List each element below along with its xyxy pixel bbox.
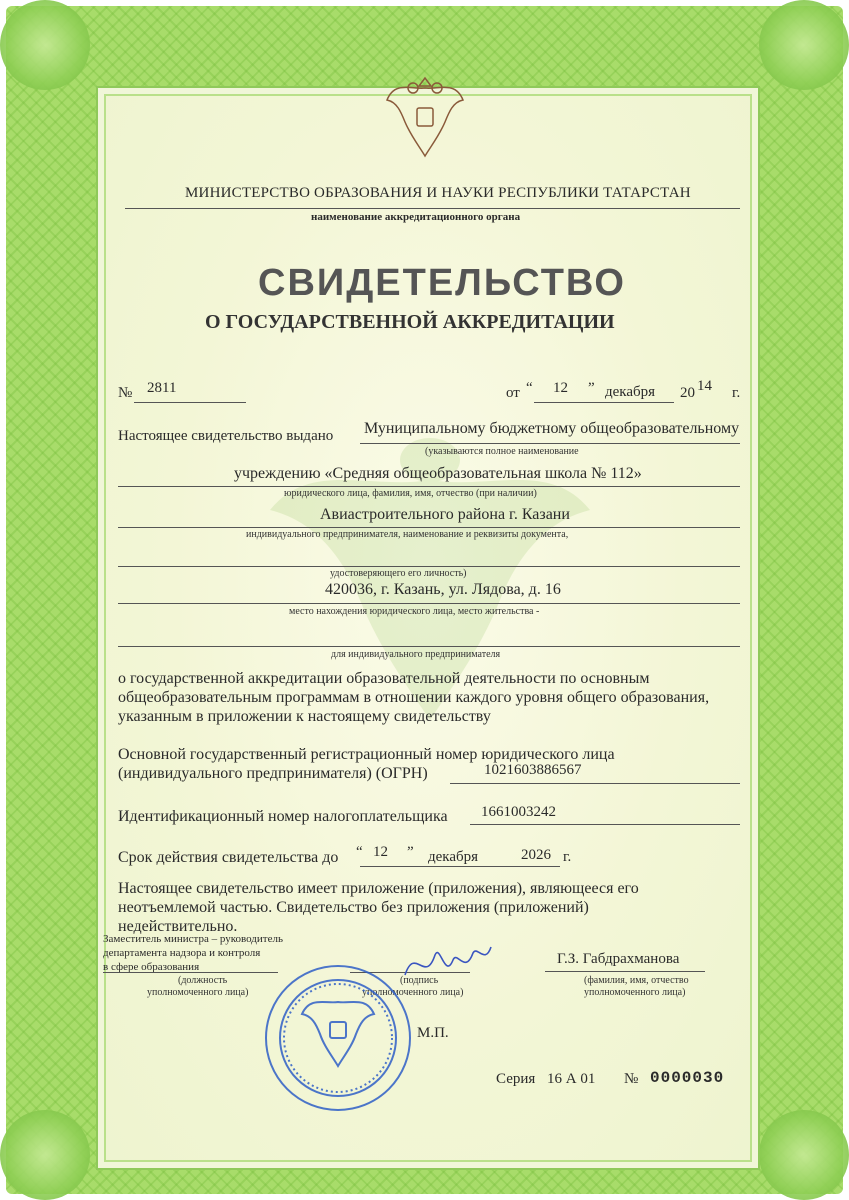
position-underline (103, 972, 278, 973)
issue-day: 12 (553, 380, 568, 396)
date-quote-close: ” (588, 380, 595, 396)
valid-month: декабря (428, 849, 479, 865)
inn-underline (470, 824, 740, 825)
issued-to-label: Настоящее свидетельство выдано (118, 428, 334, 444)
attachment-text-line2: неотъемлемой частью. Свидетельство без приложения (приложений) (118, 899, 589, 916)
accreditation-text-line1: о государственной аккредитации образовательной деятельности по основным (118, 670, 650, 687)
organization-address: 420036, г. Казань, ул. Лядова, д. 16 (325, 581, 561, 598)
underline-2 (118, 486, 740, 487)
authority-hint: наименование аккредитационного органа (311, 211, 521, 223)
corner-ornament-top-right (759, 0, 849, 90)
date-from-label: от (506, 385, 520, 401)
signer-position-line3: в сфере образования (103, 961, 200, 973)
series-value: 16 А 01 (547, 1071, 596, 1087)
handwritten-signature-icon (395, 935, 495, 990)
issue-year-end: г. (732, 385, 741, 401)
corner-ornament-top-left (0, 0, 90, 90)
authority-underline (125, 208, 740, 209)
corner-ornament-bottom-left (0, 1110, 90, 1200)
stamp-placeholder-label: М.П. (417, 1025, 449, 1041)
signer-name: Г.З. Габдрахманова (557, 951, 680, 967)
hint-legal-entity: юридического лица, фамилия, имя, отчество (при наличии) (284, 488, 537, 499)
underline-5 (118, 603, 740, 604)
document-title: СВИДЕТЕЛЬСТВО (258, 262, 626, 304)
hint-identity-doc: удостоверяющего его личность) (330, 568, 467, 579)
position-hint-2: уполномоченного лица) (147, 987, 249, 998)
signature-hint-1: (подпись (400, 975, 439, 986)
document-subtitle: О ГОСУДАРСТВЕННОЙ АККРЕДИТАЦИИ (205, 311, 615, 333)
official-seal-icon (262, 962, 414, 1114)
ogrn-value: 1021603886567 (484, 762, 582, 778)
underline-4 (118, 566, 740, 567)
valid-underline (360, 866, 560, 867)
date-underline (534, 402, 674, 403)
form-number-label: № (624, 1071, 639, 1087)
series-label: Серия (496, 1071, 536, 1087)
hint-location: место нахождения юридического лица, место жительства - (289, 606, 540, 617)
hint-full-name: (указываются полное наименование (425, 446, 579, 457)
issue-month: декабря (605, 384, 656, 400)
inn-value: 1661003242 (481, 804, 556, 820)
form-number: 0000030 (650, 1069, 725, 1087)
valid-year: 2026 (521, 847, 551, 863)
valid-year-end: г. (563, 849, 572, 865)
inn-label: Идентификационный номер налогоплательщика (118, 808, 448, 825)
ogrn-text-line2: (индивидуального предпринимателя) (ОГРН) (118, 765, 428, 782)
issue-year-prefix: 20 (680, 385, 695, 401)
issue-year-suffix: 14 (697, 378, 712, 394)
underline-1 (360, 443, 740, 444)
position-hint-1: (должность (178, 975, 228, 986)
valid-quote-open: “ (356, 844, 363, 860)
ogrn-text-line1: Основной государственный регистрационный номер юридического лица (118, 746, 615, 763)
date-quote-open: “ (526, 380, 533, 396)
underline-3 (118, 527, 740, 528)
valid-quote-close: ” (407, 844, 414, 860)
signer-position-line2: департамента надзора и контроля (103, 947, 261, 959)
signer-position-line1: Заместитель министра – руководитель (103, 933, 283, 945)
name-hint-2: уполномоченного лица) (584, 987, 686, 998)
number-label: № (118, 385, 133, 401)
ogrn-underline (450, 783, 740, 784)
underline-6 (118, 646, 740, 647)
accreditation-text-line3: указанным в приложении к настоящему свидетельству (118, 708, 491, 725)
corner-ornament-bottom-right (759, 1110, 849, 1200)
coat-of-arms-icon (383, 70, 467, 160)
issuing-authority: МИНИСТЕРСТВО ОБРАЗОВАНИЯ И НАУКИ РЕСПУБЛИКИ ТАТАРСТАН (185, 185, 691, 201)
valid-day: 12 (373, 844, 388, 860)
name-underline (545, 971, 705, 972)
hint-entrepreneur-residence: для индивидуального предпринимателя (331, 649, 501, 660)
certificate-number: 2811 (147, 380, 177, 396)
accreditation-text-line2: общеобразовательным программам в отношении каждого уровня общего образования, (118, 689, 710, 706)
organization-name-line1: Муниципальному бюджетному общеобразовательному (364, 420, 740, 437)
number-underline (134, 402, 246, 403)
attachment-text-line3: недействительно. (118, 918, 238, 935)
attachment-text-line1: Настоящее свидетельство имеет приложение (приложения), являющееся его (118, 880, 639, 897)
organization-name-line3: Авиастроительного района г. Казани (320, 506, 570, 523)
hint-entrepreneur: индивидуального предпринимателя, наименование и реквизиты документа, (246, 529, 569, 540)
valid-until-label: Срок действия свидетельства до (118, 849, 339, 866)
organization-name-line2: учреждению «Средняя общеобразовательная школа № 112» (234, 465, 642, 482)
name-hint-1: (фамилия, имя, отчество (584, 975, 689, 986)
signature-hint-2: уполномоченного лица) (362, 987, 464, 998)
